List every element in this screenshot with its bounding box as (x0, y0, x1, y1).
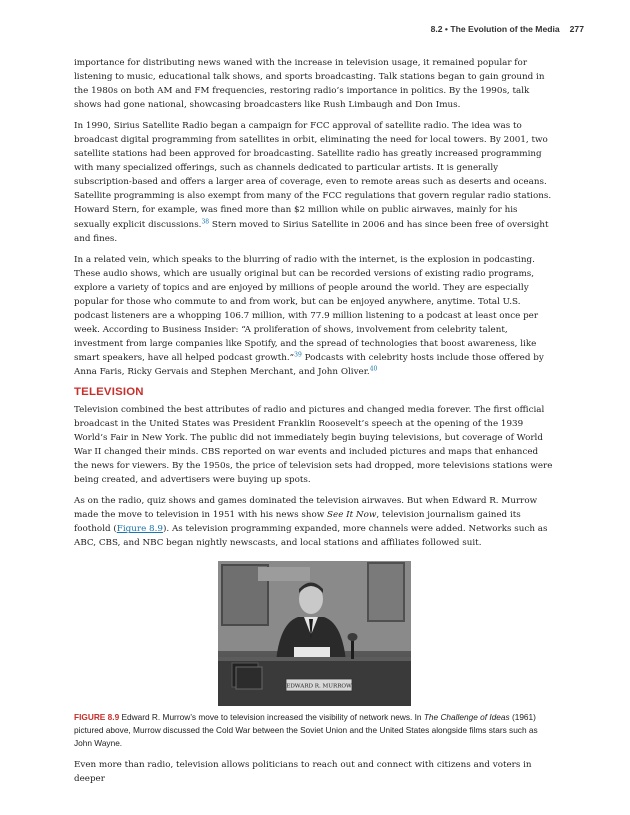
caption-text: (1961) pictured above, Murrow discussed the Cold War between the Soviet Union and the United States alongside films stars such as John Wayne. (74, 711, 538, 749)
microphone-stand (351, 639, 354, 659)
paragraph-text: Podcasts with celebrity hosts include those offered by Anna Faris, Ricky Gervais and Stephen Merchant, and John Oliver. (74, 352, 544, 377)
wall-panel (258, 567, 310, 581)
footnote-ref[interactable]: 39 (294, 351, 302, 359)
figure-label: FIGURE 8.9 (74, 711, 120, 722)
running-header (431, 24, 584, 34)
photo-illustration (218, 561, 411, 706)
paragraph: importance for distributing news waned with the increase in television usage, it remained popular for listening to music, educational talk shows, and sports broadcasting. Talk stations began to gain ground in the 1980s on both AM and FM frequencies, restoring radio’s importance in politics. By the 1990s, talk shows had gone national, showcasing broadcasters like Rush Limbaugh and Don Imus. (74, 58, 545, 111)
paragraph (74, 494, 555, 550)
paragraph-text: As on the radio, quiz shows and games dominated the television airwaves. But when Edward R. Murrow made the move to television in 1951 with his news show (74, 496, 538, 521)
paragraph-text: , television journalism gained its foothold ( (74, 510, 521, 535)
wall-frame-right (368, 563, 404, 621)
caption-text: Edward R. Murrow’s move to television increased the visibility of network news. In (119, 711, 424, 722)
paragraph-text: ). As television programming expanded, more channels were added. Networks such as ABC, CBS, and NBC began nightly newscasts, and local stations and affiliates followed suit. (74, 524, 548, 549)
footnote-ref[interactable]: 38 (201, 218, 210, 226)
microphone-icon (348, 633, 358, 641)
paragraph (74, 119, 555, 245)
page-body (74, 56, 555, 793)
books (236, 667, 262, 689)
caption-italic: The Challenge of Ideas (423, 711, 510, 722)
desk-edge (218, 657, 411, 661)
figure-link[interactable]: Figure 8.9 (116, 524, 163, 535)
paragraph-text: In a related vein, which speaks to the blurring of radio with the internet, is the explosion in podcasting. These audio shows, which are usually original but can be recorded versions of existing radio programs, explore a variety of topics and are enjoyed by millions of people around the world. They are especially popular for those who commute to and from work, but can be enjoyed anywhere, anytime. Total U.S. podcast listeners are a whopping 106.7 million, with 77.9 million listening to a podcast at least once per week. According to Business Insider: “A proliferation of shows, involvement from celebrity talent, investment from large companies like Spotify, and the spread of technologies that boost awareness, like smart speakers, have all helped podcast growth.” (74, 254, 539, 363)
footnote-ref[interactable]: 40 (369, 365, 378, 373)
section-heading: TELEVISION (74, 386, 144, 399)
figure-caption (74, 711, 555, 751)
section-title: 8.2 • The Evolution of the Media (430, 24, 560, 34)
paragraph (74, 253, 555, 379)
nameplate-text: EDWARD R. MURROW (286, 683, 352, 689)
figure-photo (218, 561, 411, 706)
papers (294, 647, 330, 657)
paragraph-text: In 1990, Sirius Satellite Radio began a campaign for FCC approval of satellite radio. The idea was to broadcast digital programming from satellites in orbit, eliminating the need for local towers. By 2001, two satellite stations had been approved for broadcasting. Satellite radio has greatly increased programming with many specialized offerings, such as channels dedicated to particular artists. It is generally subscription-based and offers a larger area of coverage, even to remote areas such as deserts and oceans. Satellite programming is also exempt from many of the FCC regulations that govern regular radio stations. Howard Stern, for example, was fined more than $2 million while on public airwaves, mainly for his sexually explicit discussions. (74, 121, 552, 230)
paragraph: Even more than radio, television allows politicians to reach out and connect with citizens and voters in deeper (74, 759, 532, 784)
page-number: 277 (569, 24, 584, 34)
paragraph-text: Stern moved to Sirius Satellite in 2006 and has since been free of oversight and fines. (74, 219, 549, 244)
paragraph: Television combined the best attributes of radio and pictures and changed media forever. The first official broadcast in the United States was President Franklin Roosevelt’s speech at the opening of the 1939 World’s Fair in New York. The public did not immediately begin buying televisions, but coverage of World War II changed their minds. CBS reported on war events and included pictures and maps that enhanced the news for viewers. By the 1950s, the price of television sets had dropped, more televisions stations were being created, and advertisers were buying up spots. (74, 405, 553, 486)
show-title: See It Now (327, 510, 377, 521)
